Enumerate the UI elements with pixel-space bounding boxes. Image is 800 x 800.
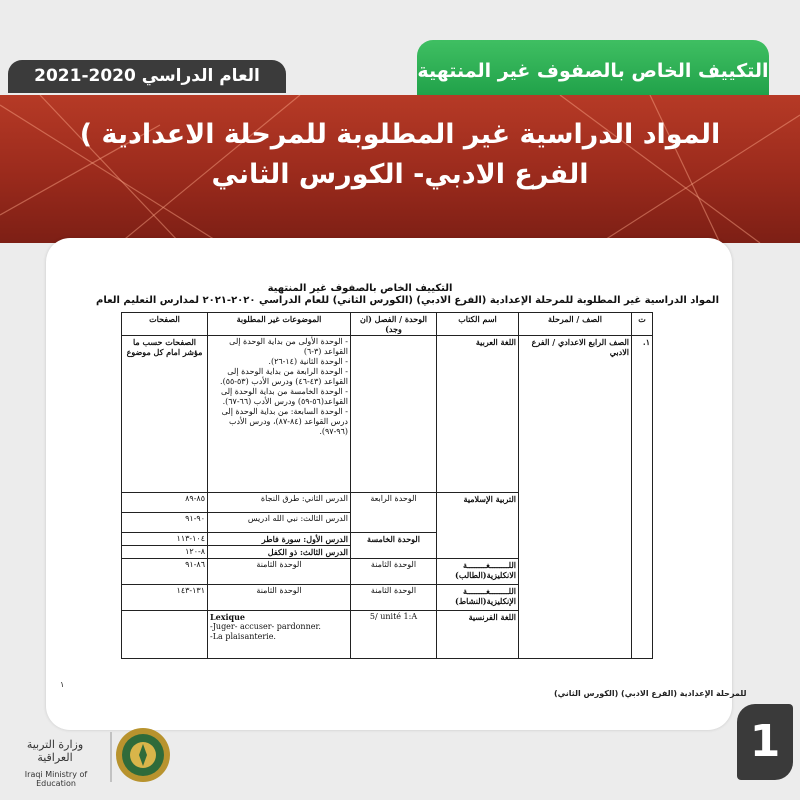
topic-item: - الوحدة الأولى من بداية الوحدة إلى القواعد (٣-٦) <box>229 337 348 356</box>
col-book-header: اسم الكتاب <box>437 313 519 336</box>
unit-arabic <box>351 336 437 493</box>
pages-arabic: الصفحات حسب ما مؤشر امام كل موضوع <box>122 336 208 493</box>
grade-cell: الصف الرابع الاعدادي / الفرع الادبي <box>519 336 632 659</box>
footer-page-number: ١ <box>60 680 65 689</box>
topic-french <box>208 611 351 659</box>
topic-french-line2: -La plaisanterie. <box>210 632 276 641</box>
subjects-table <box>121 312 653 659</box>
banner-title-line2: الفرع الادبي- الكورس الثاني <box>211 159 589 190</box>
topic-item: - الوحدة السابعة: من بداية الوحدة إلى درس القواعد (٨٤-٨٧)، ودرس الأدب (٩٦-٩٧). <box>221 407 348 436</box>
ministry-name-english: Iraqi Ministry of Education <box>24 770 88 788</box>
pages-french <box>122 611 208 659</box>
topic-item: - الوحدة الرابعة من بداية الوحدة إلى القواعد (٤٣-٤٦) ودرس الأدب (٥٣-٥٥). <box>220 367 348 386</box>
pages-islamic-4: ٨-١٢٠ <box>122 546 208 559</box>
book-english-activity: اللــــــــغــــــــة الإنكليزية(النشاط) <box>437 585 519 611</box>
topics-arabic <box>208 336 351 493</box>
col-number-header: ت <box>632 313 653 336</box>
pages-english-student: ٨٦-٩١ <box>122 559 208 585</box>
book-islamic: التربية الإسلامية <box>437 493 519 559</box>
pages-islamic-3: ١٠٤-١١٣ <box>122 533 208 546</box>
academic-year-tab: العام الدراسي 2020-2021 <box>8 60 286 93</box>
ministry-name-arabic: وزارة التربية العراقية <box>26 738 84 764</box>
table-row <box>122 336 653 493</box>
title-banner <box>0 95 800 243</box>
banner-title-line1: المواد الدراسية غير المطلوبة للمرحلة الاعدادية ) <box>79 119 721 150</box>
col-pages-header: الصفحات <box>122 313 208 336</box>
pages-islamic-1: ٨٥-٨٩ <box>122 493 208 513</box>
topic-item: - الوحدة الثانية (١٤-٢٦). <box>268 357 348 366</box>
unit-french-text: 5/ unité 1:A <box>369 612 418 621</box>
unit-french <box>351 611 437 659</box>
unit-english-activity: الوحدة الثامنة <box>351 585 437 611</box>
topic-islamic-2: الدرس الثالث: نبي الله ادريس <box>208 513 351 533</box>
topic-islamic-3: الدرس الأول: سورة فاطر <box>208 533 351 546</box>
table-header-row <box>122 313 653 336</box>
banner-title <box>0 115 800 195</box>
unit-islamic-5: الوحدة الخامسة <box>351 533 437 559</box>
document-heading: التكييف الخاص بالصفوف غير المنتهية <box>267 283 453 294</box>
adaptation-tab: التكييف الخاص بالصفوف غير المنتهية <box>417 40 769 95</box>
page-badge: 1 <box>737 704 793 780</box>
book-french: اللغة الفرنسية <box>437 611 519 659</box>
topic-english-student: الوحدة الثامنة <box>208 559 351 585</box>
topic-french-line1: -Juger- accuser- pardonner. <box>210 622 321 631</box>
topic-item: - الوحدة الخامسة من بداية الوحدة إلى القواعد(٥٦-٥٩) ودرس الأدب (٦٦-٦٧). <box>220 387 348 406</box>
book-arabic: اللغة العربية <box>437 336 519 493</box>
pages-islamic-2: ٩٠-٩١ <box>122 513 208 533</box>
book-english-student: اللــــــــغــــــــة الانكليزية(الطالب) <box>437 559 519 585</box>
unit-islamic-4: الوحدة الرابعة <box>351 493 437 533</box>
topic-islamic-1: الدرس الثاني: طرق النجاة <box>208 493 351 513</box>
unit-english-student: الوحدة الثامنة <box>351 559 437 585</box>
topic-french-title: Lexique <box>210 612 246 622</box>
footer-text: للمرحلة الإعدادية (الفرع الادبي) (الكورس الثاني) <box>554 689 747 698</box>
pages-english-activity: ١٣١-١٤٣ <box>122 585 208 611</box>
document-subheading: المواد الدراسية غير المطلوبة للمرحلة الإعدادية (الفرع الادبي) (الكورس الثاني) للعام الدراسي ٢٠٢٠-٢٠٢١ لمدارس التعليم العام <box>96 295 719 306</box>
topic-english-activity: الوحدة الثامنة <box>208 585 351 611</box>
col-topics-header: الموضوعات غير المطلوبة <box>208 313 351 336</box>
col-grade-header: الصف / المرحلة <box>519 313 632 336</box>
col-unit-header: الوحدة / الفصل (ان وجد) <box>351 313 437 336</box>
row-number: ١. <box>632 336 653 659</box>
topic-islamic-4: الدرس الثالث: ذو الكفل <box>208 546 351 559</box>
